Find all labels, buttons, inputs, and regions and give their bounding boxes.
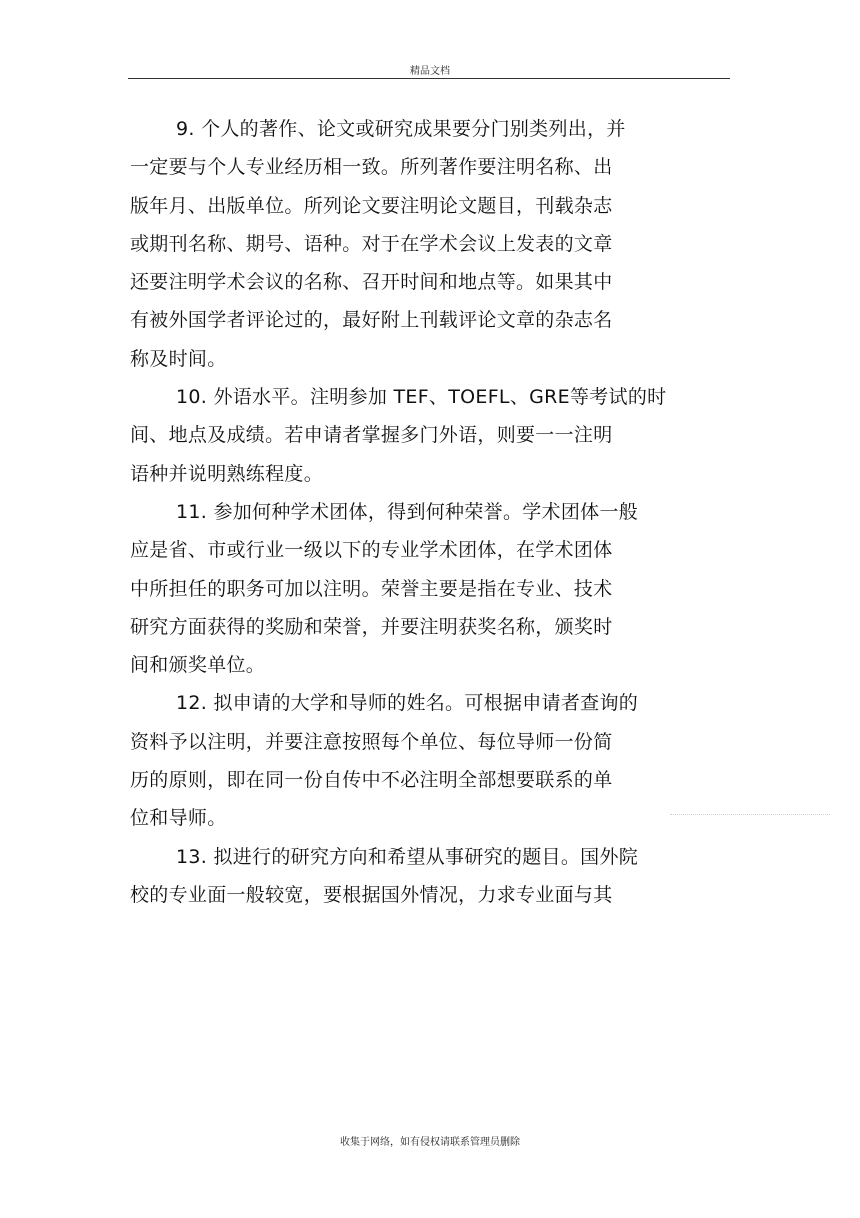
paragraph-10-line-3: 语种并说明熟练程度。 [130, 462, 324, 485]
paragraph-9-line-1: 9. 个人的著作、论文或研究成果要分门别类列出，并 [176, 118, 626, 140]
document-body [130, 110, 730, 914]
paragraph-9-line-2: 一定要与个人专业经历相一致。所列著作要注明名称、出 [130, 156, 613, 179]
paragraph-12-line-2: 资料予以注明，并要注意按照每个单位、每位导师一份简 [130, 730, 613, 753]
paragraph-9-line-7: 称及时间。 [130, 347, 227, 370]
paragraph-10-line-2: 间、地点及成绩。若申请者掌握多门外语，则要一一注明 [130, 424, 613, 447]
paragraph-11-line-1: 11. 参加何种学术团体，得到何种荣誉。学术团体一般 [176, 500, 639, 523]
paragraph-11-line-3: 中所担任的职务可加以注明。荣誉主要是指在专业、技术 [130, 577, 613, 600]
paragraph-12-line-4: 位和导师。 [130, 807, 227, 830]
paragraph-12-line-1: 12. 拟申请的大学和导师的姓名。可根据申请者查询的 [176, 692, 639, 715]
paragraph-9-line-3: 版年月、出版单位。所列论文要注明论文题目，刊载杂志 [130, 194, 613, 217]
paragraph-12-line-3: 历的原则，即在同一份自传中不必注明全部想要联系的单 [130, 769, 613, 792]
paragraph-11-line-4: 研究方面获得的奖励和荣誉，并要注明获奖名称，颁奖时 [130, 615, 613, 638]
paragraph-9-line-5: 还要注明学术会议的名称、召开时间和地点等。如果其中 [130, 271, 613, 294]
paragraph-10-line-1: 10. 外语水平。注明参加 TEF、TOEFL、GRE等考试的时 [176, 386, 667, 409]
paragraph-9-line-6: 有被外国学者评论过的，最好附上刊载评论文章的杂志名 [130, 309, 613, 332]
dotted-divider [670, 814, 830, 815]
paragraph-13-line-2: 校的专业面一般较宽，要根据国外情况，力求专业面与其 [130, 883, 613, 906]
page-header: 精品文档 [410, 66, 450, 77]
header-divider [128, 78, 730, 79]
paragraph-11-line-2: 应是省、市或行业一级以下的专业学术团体，在学术团体 [130, 539, 613, 562]
page-footer: 收集于网络，如有侵权请联系管理员删除 [340, 1137, 520, 1148]
paragraph-11-line-5: 间和颁奖单位。 [130, 654, 266, 677]
paragraph-13-line-1: 13. 拟进行的研究方向和希望从事研究的题目。国外院 [176, 845, 639, 868]
paragraph-9-line-4: 或期刊名称、期号、语种。对于在学术会议上发表的文章 [130, 232, 613, 255]
